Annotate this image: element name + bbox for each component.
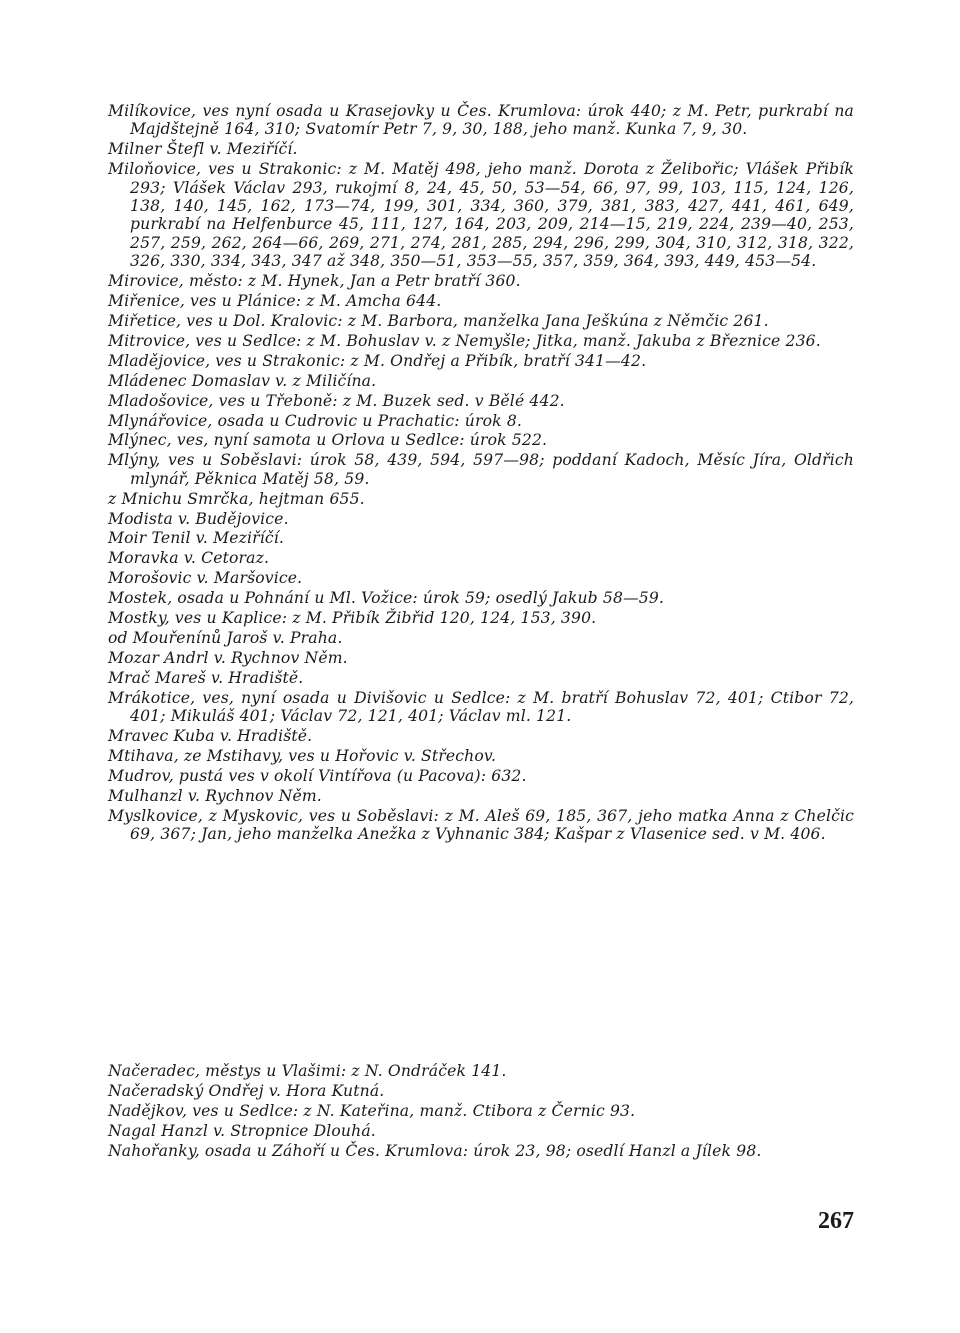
index-entry: Nahořanky, osada u Záhoří u Čes. Krumlova: úrok 23, 98; osedlí Hanzl a Jílek 98. (108, 1141, 762, 1160)
index-entry: Nagal Hanzl v. Stropnice Dlouhá. (108, 1121, 376, 1140)
index-entry: Myslkovice, z Myskovic, ves u Soběslavi: z M. Aleš 69, 185, 367, jeho matka Anna z Chelčic 69, 367; Jan, jeho manželka Anežka z Vyhnanic 384; Kašpar z Vlasenice sed. v M. 406. (108, 806, 854, 844)
index-entry: Mrákotice, ves, nyní osada u Divišovic u Sedlce: z M. bratří Bohuslav 72, 401; Ctibor 72, 401; Mikuláš 401; Václav 72, 121, 401; Václav ml. 121. (108, 688, 854, 726)
index-entry: Moravka v. Cetoraz. (108, 549, 270, 568)
index-entry: Mtihava, ze Mstihavy, ves u Hořovic v. Střechov. (108, 746, 497, 765)
index-entry: Načeradský Ondřej v. Hora Kutná. (108, 1081, 385, 1100)
index-entry: Mladějovice, ves u Strakonic: z M. Ondřej a Přibík, bratří 341—42. (108, 351, 647, 370)
index-entry: Mudrov, pustá ves v okolí Vintířova (u Pacova): 632. (108, 766, 527, 785)
index-entry: Mlýny, ves u Soběslavi: úrok 58, 439, 594, 597—98; poddaní Kadoch, Měsíc Jíra, Oldřich mlynář, Pěknica Matěj 58, 59. (108, 451, 854, 488)
index-entry: Mozar Andrl v. Rychnov Něm. (108, 648, 348, 667)
index-entry: Mostky, ves u Kaplice: z M. Přibík Žibřid 120, 124, 153, 390. (108, 609, 597, 628)
index-entry: Mrač Mareš v. Hradiště. (108, 668, 304, 687)
index-entry: Modista v. Budějovice. (108, 509, 289, 528)
index-entry: Miřetice, ves u Dol. Kralovic: z M. Barbora, manželka Jana Ješkúna z Němčic 261. (108, 311, 769, 330)
index-entry: Mravec Kuba v. Hradiště. (108, 727, 313, 745)
index-entry: Mládenec Domaslav v. z Miličína. (108, 371, 377, 390)
index-entry: od Mouřenínů Jaroš v. Praha. (108, 628, 343, 647)
page-number: 267 (818, 1208, 854, 1234)
index-entry: Mirovice, město: z M. Hynek, Jan a Petr bratří 360. (108, 272, 521, 291)
index-entry: Mlýnec, ves, nyní samota u Orlova u Sedlce: úrok 522. (108, 431, 548, 450)
index-entry: Mostek, osada u Pohnání u Ml. Vožice: úrok 59; osedlý Jakub 58—59. (108, 589, 665, 608)
index-entry: Mitrovice, ves u Sedlce: z M. Bohuslav v. z Nemyšle; Jitka, manž. Jakuba z Březnice 236. (108, 331, 821, 350)
index-entry: Miloňovice, ves u Strakonic: z M. Matěj 498, jeho manž. Dorota z Želibořic; Vlášek Přibík 293; Vlášek Václav 293, rukojmí 8, 24, 45, 50, 53—54, 66, 97, 99, 103, 115, 124, 126, 138, 140, 145, 162, 173—74, 199, 301, 334, 360, 379, 381, 383, 427, 441, 461, 649, purkrabí na Helfenburce 45, 111, 127, 164, 203, 209, 214—15, 219, 224, 239—40, 253, 257, 259, 262, 264—66, 269, 271, 274, 281, 285, 294, 296, 299, 304, 310, 312, 318, 322, 326, 330, 334, 343, 347 až 348, 350—51, 353—55, 357, 359, 364, 393, 449, 453—54. (108, 160, 854, 271)
index-entry: Načeradec, městys u Vlašimi: z N. Ondráček 141. (108, 1062, 507, 1080)
index-entry: z Mnichu Smrčka, hejtman 655. (108, 489, 365, 508)
index-entry: Moir Tenil v. Meziříčí. (108, 529, 284, 548)
index-section-n (108, 1062, 854, 1162)
index-entry: Milíkovice, ves nyní osada u Krasejovky u Čes. Krumlova: úrok 440; z M. Petr, purkrabí na Majdštejně 164, 310; Svatomír Petr 7, 9, 30, 188, jeho manž. Kunka 7, 9, 30. (108, 102, 854, 139)
index-entry: Mladošovice, ves u Třeboně: z M. Buzek sed. v Bělé 442. (108, 391, 565, 410)
index-entry: Nadějkov, ves u Sedlce: z N. Kateřina, manž. Ctibora z Černic 93. (108, 1101, 636, 1120)
index-entry: Mulhanzl v. Rychnov Něm. (108, 786, 322, 805)
index-entry: Milner Štefl v. Meziříčí. (108, 140, 298, 159)
index-section-m (108, 102, 854, 845)
index-entry: Morošovic v. Maršovice. (108, 569, 303, 588)
index-entry: Miřenice, ves u Plánice: z M. Amcha 644. (108, 292, 442, 311)
index-entry: Mlynářovice, osada u Cudrovic u Prachatic: úrok 8. (108, 411, 523, 430)
